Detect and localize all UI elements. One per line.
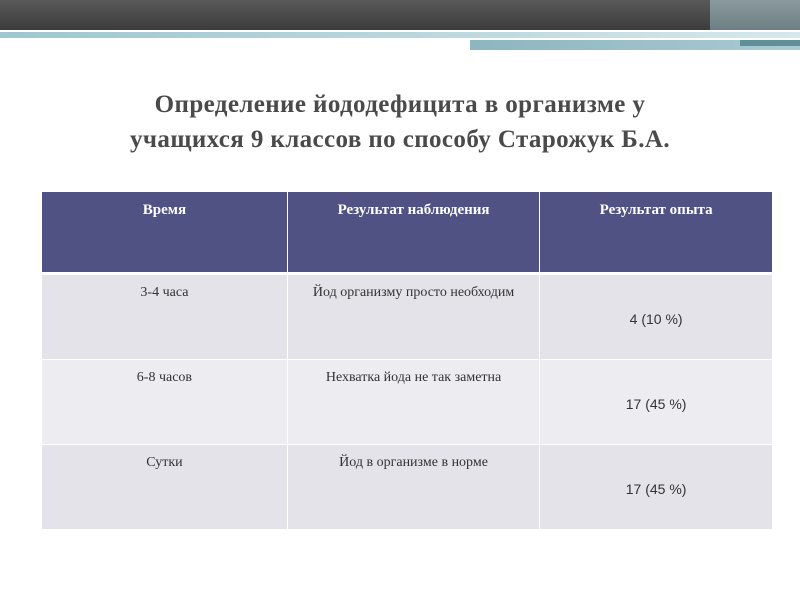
top-decor-band xyxy=(0,0,800,30)
cell-time: 6-8 часов xyxy=(42,360,288,445)
table-row xyxy=(42,445,773,530)
top-decor-accent-dark xyxy=(740,40,800,46)
cell-result: 4 (10 %) xyxy=(540,274,773,360)
header-result: Результат опыта xyxy=(540,192,773,274)
table-row xyxy=(42,274,773,360)
results-table xyxy=(41,191,773,530)
header-time: Время xyxy=(42,192,288,274)
top-decor-band-right xyxy=(710,0,800,30)
cell-result: 17 (45 %) xyxy=(540,360,773,445)
cell-time: Сутки xyxy=(42,445,288,530)
top-decor-stripe xyxy=(0,32,800,38)
cell-observation: Нехватка йода не так заметна xyxy=(287,360,539,445)
cell-observation: Йод организму просто необходим xyxy=(287,274,539,360)
cell-time: 3-4 часа xyxy=(42,274,288,360)
slide-title-line-1: Определение йододефицита в организме у xyxy=(154,91,646,118)
table-row xyxy=(42,360,773,445)
cell-result: 17 (45 %) xyxy=(540,445,773,530)
slide-title-line-2: учащихся 9 классов по способу Старожук Б.А. xyxy=(130,125,670,153)
cell-observation: Йод в организме в норме xyxy=(287,445,539,530)
table-header-row xyxy=(42,192,773,274)
header-observation: Результат наблюдения xyxy=(287,192,539,274)
slide-title xyxy=(60,88,740,157)
